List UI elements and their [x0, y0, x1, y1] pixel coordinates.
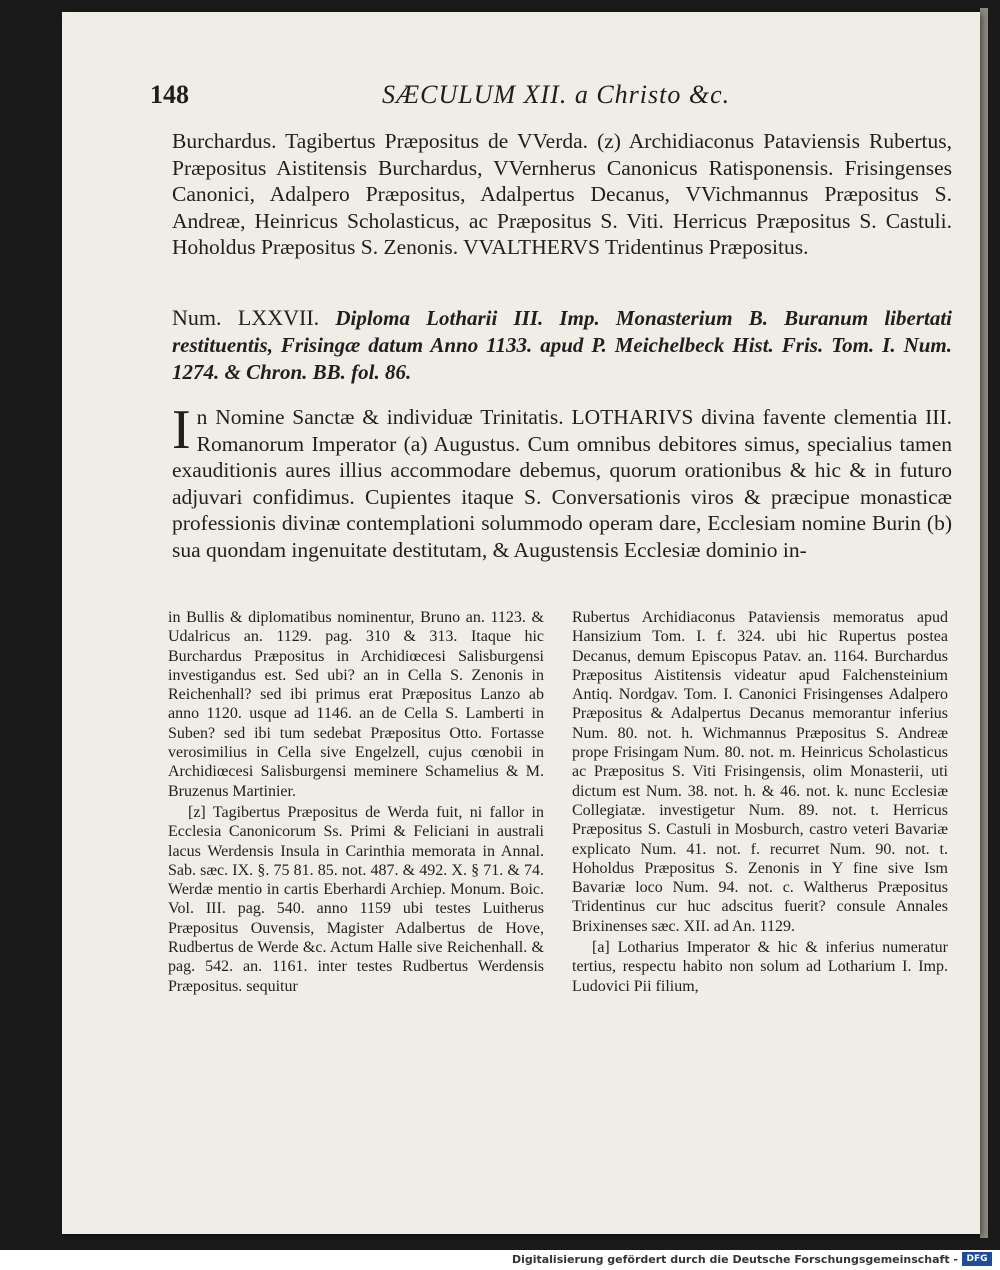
drop-cap: I — [172, 399, 191, 461]
body-paragraph-2 — [172, 399, 952, 563]
footnote-left-1: in Bullis & diplomatibus nominentur, Bruno an. 1123. & Udalricus an. 1129. pag. 310 & 313. Itaque hic Burchardus Præpositus in Archidiœcesi Salisburgensi investigandus est. Sed ubi? an in Cella S. Zenonis in Reichenhall? sed ibi primus erat Præpositus Lanzo ab anno 1120. usque ad 1146. an de Cella S. Lamberti in Suben? sed ibi tum sedebat Præpositus Otto. Fortasse verosimilius in Cella sive Engelzell, cujus cœnobii in Archidiœcesi Salisburgensi meminere Schamelius & M. Bruzenus Martinier. — [168, 609, 544, 800]
page-edge — [980, 8, 988, 1238]
footer-bar — [0, 1250, 1000, 1270]
document-description: Diploma Lotharii III. Imp. Monasterium B. Buranum libertati restituentis, Frisingæ datum Anno 1133. apud P. Meichelbeck Hist. Fris. Tom. I. Num. 1274. & Chron. BB. fol. 86. — [172, 306, 952, 384]
page-number: 148 — [150, 80, 189, 109]
running-head: SÆCULUM XII. a Christo &c. — [382, 80, 731, 109]
footnote-right-2: [a] Lotharius Imperator & hic & inferius numeratur tertius, respectu habito non solum ad Lotharium I. Imp. Ludovici Pii filium, — [572, 939, 948, 995]
dfg-logo: DFG — [962, 1252, 992, 1266]
paragraph-2-text: n Nomine Sanctæ & individuæ Trinitatis. LOTHARIVS divina favente clementia III. Romanorum Imperator (a) Augustus. Cum omnibus debitores simus, specialius tamen exauditionis aures illius accommodare debemus, quorum orationibus & hic & in futuro adjuvari confidimus. Cupientes itaque S. Conversationis viros & præcipue monasticæ professionis divinæ contemplationi solummodo operam dare, Ecclesiam nomine Burin (b) sua quondam ingenuitate destitutam, & Augustensis Ecclesiæ dominio in- — [172, 405, 952, 562]
footnotes-right-column — [572, 608, 948, 996]
document-number: Num. LXXVII. — [172, 305, 320, 330]
body-paragraph-1: Burchardus. Tagibertus Præpositus de VVerda. (z) Archidiaconus Pataviensis Rubertus, Præpositus Aistitensis Burchardus, VVernherus Canonicus Ratisponensis. Frisingenses Canonici, Adalpero Præpositus, Adalpertus Decanus, VVichmannus Præpositus S. Andreæ, Heinricus Scholasticus, ac Præpositus S. Viti. Herricus Præpositus S. Castuli. Hoholdus Præpositus S. Zenonis. VVALTHERVS Tridentinus Præpositus. — [172, 129, 952, 259]
digitization-credit: Digitalisierung gefördert durch die Deutsche Forschungsgemeinschaft - — [511, 1253, 958, 1266]
page-header — [150, 80, 950, 120]
footnote-right-1: Rubertus Archidiaconus Pataviensis memoratus apud Hansizium Tom. I. f. 324. ubi hic Rupertus postea Decanus, demum Episcopus Patav. an. 1164. Burchardus Præpositus Aistitensis videatur apud Falchensteinium Antiq. Nordgav. Tom. I. Canonici Frisingenses Adalpero Præpositus & Adalpertus Decanus memorantur inferius Num. 80. not. h. Wichmannus Præpositus S. Andreæ prope Frisingam Num. 80. not. m. Heinricus Scholasticus ac Præpositus S. Viti Frisingensis, olim Monasterii, uti dictum est Num. 38. not. h. & 46. not. k. nunc Ecclesiæ Collegiatæ. investigetur Num. 89. not. t. Herricus Præpositus S. Castuli in Mosburch, castro veteri Bavariæ explicato Num. 41. not. f. recurret Num. 90. not. t. Hoholdus Præpositus S. Zenonis in Y fine sive Ism Bavariæ loco Num. 94. not. c. Waltherus Præpositus Tridentinus cur huc adscitus fuerit? consule Annales Brixinenses sæc. XII. ad An. 1129. — [572, 609, 948, 935]
footnote-left-2: [z] Tagibertus Præpositus de Werda fuit, ni fallor in Ecclesia Canonicorum Ss. Primi & Feliciani in australi lacus Werdensis Insula in Carinthia memorata in Annal. Sab. sæc. IX. §. 75 81. 85. not. 487. & 492. X. § 71. & 74. Werdæ mentio in cartis Eberhardi Archiep. Monum. Boic. Vol. III. pag. 540. anno 1159 ubi testes Luitherus Præpositus Ouvensis, Magister Adalbertus de Hove, Rudbertus de Werde &c. Actum Halle sive Reichenhall. & pag. 542. an. 1161. inter testes Rudbertus Werdensis Præpositus. sequitur — [168, 803, 544, 995]
footnotes-left-column — [168, 608, 544, 996]
document-heading — [172, 304, 952, 386]
